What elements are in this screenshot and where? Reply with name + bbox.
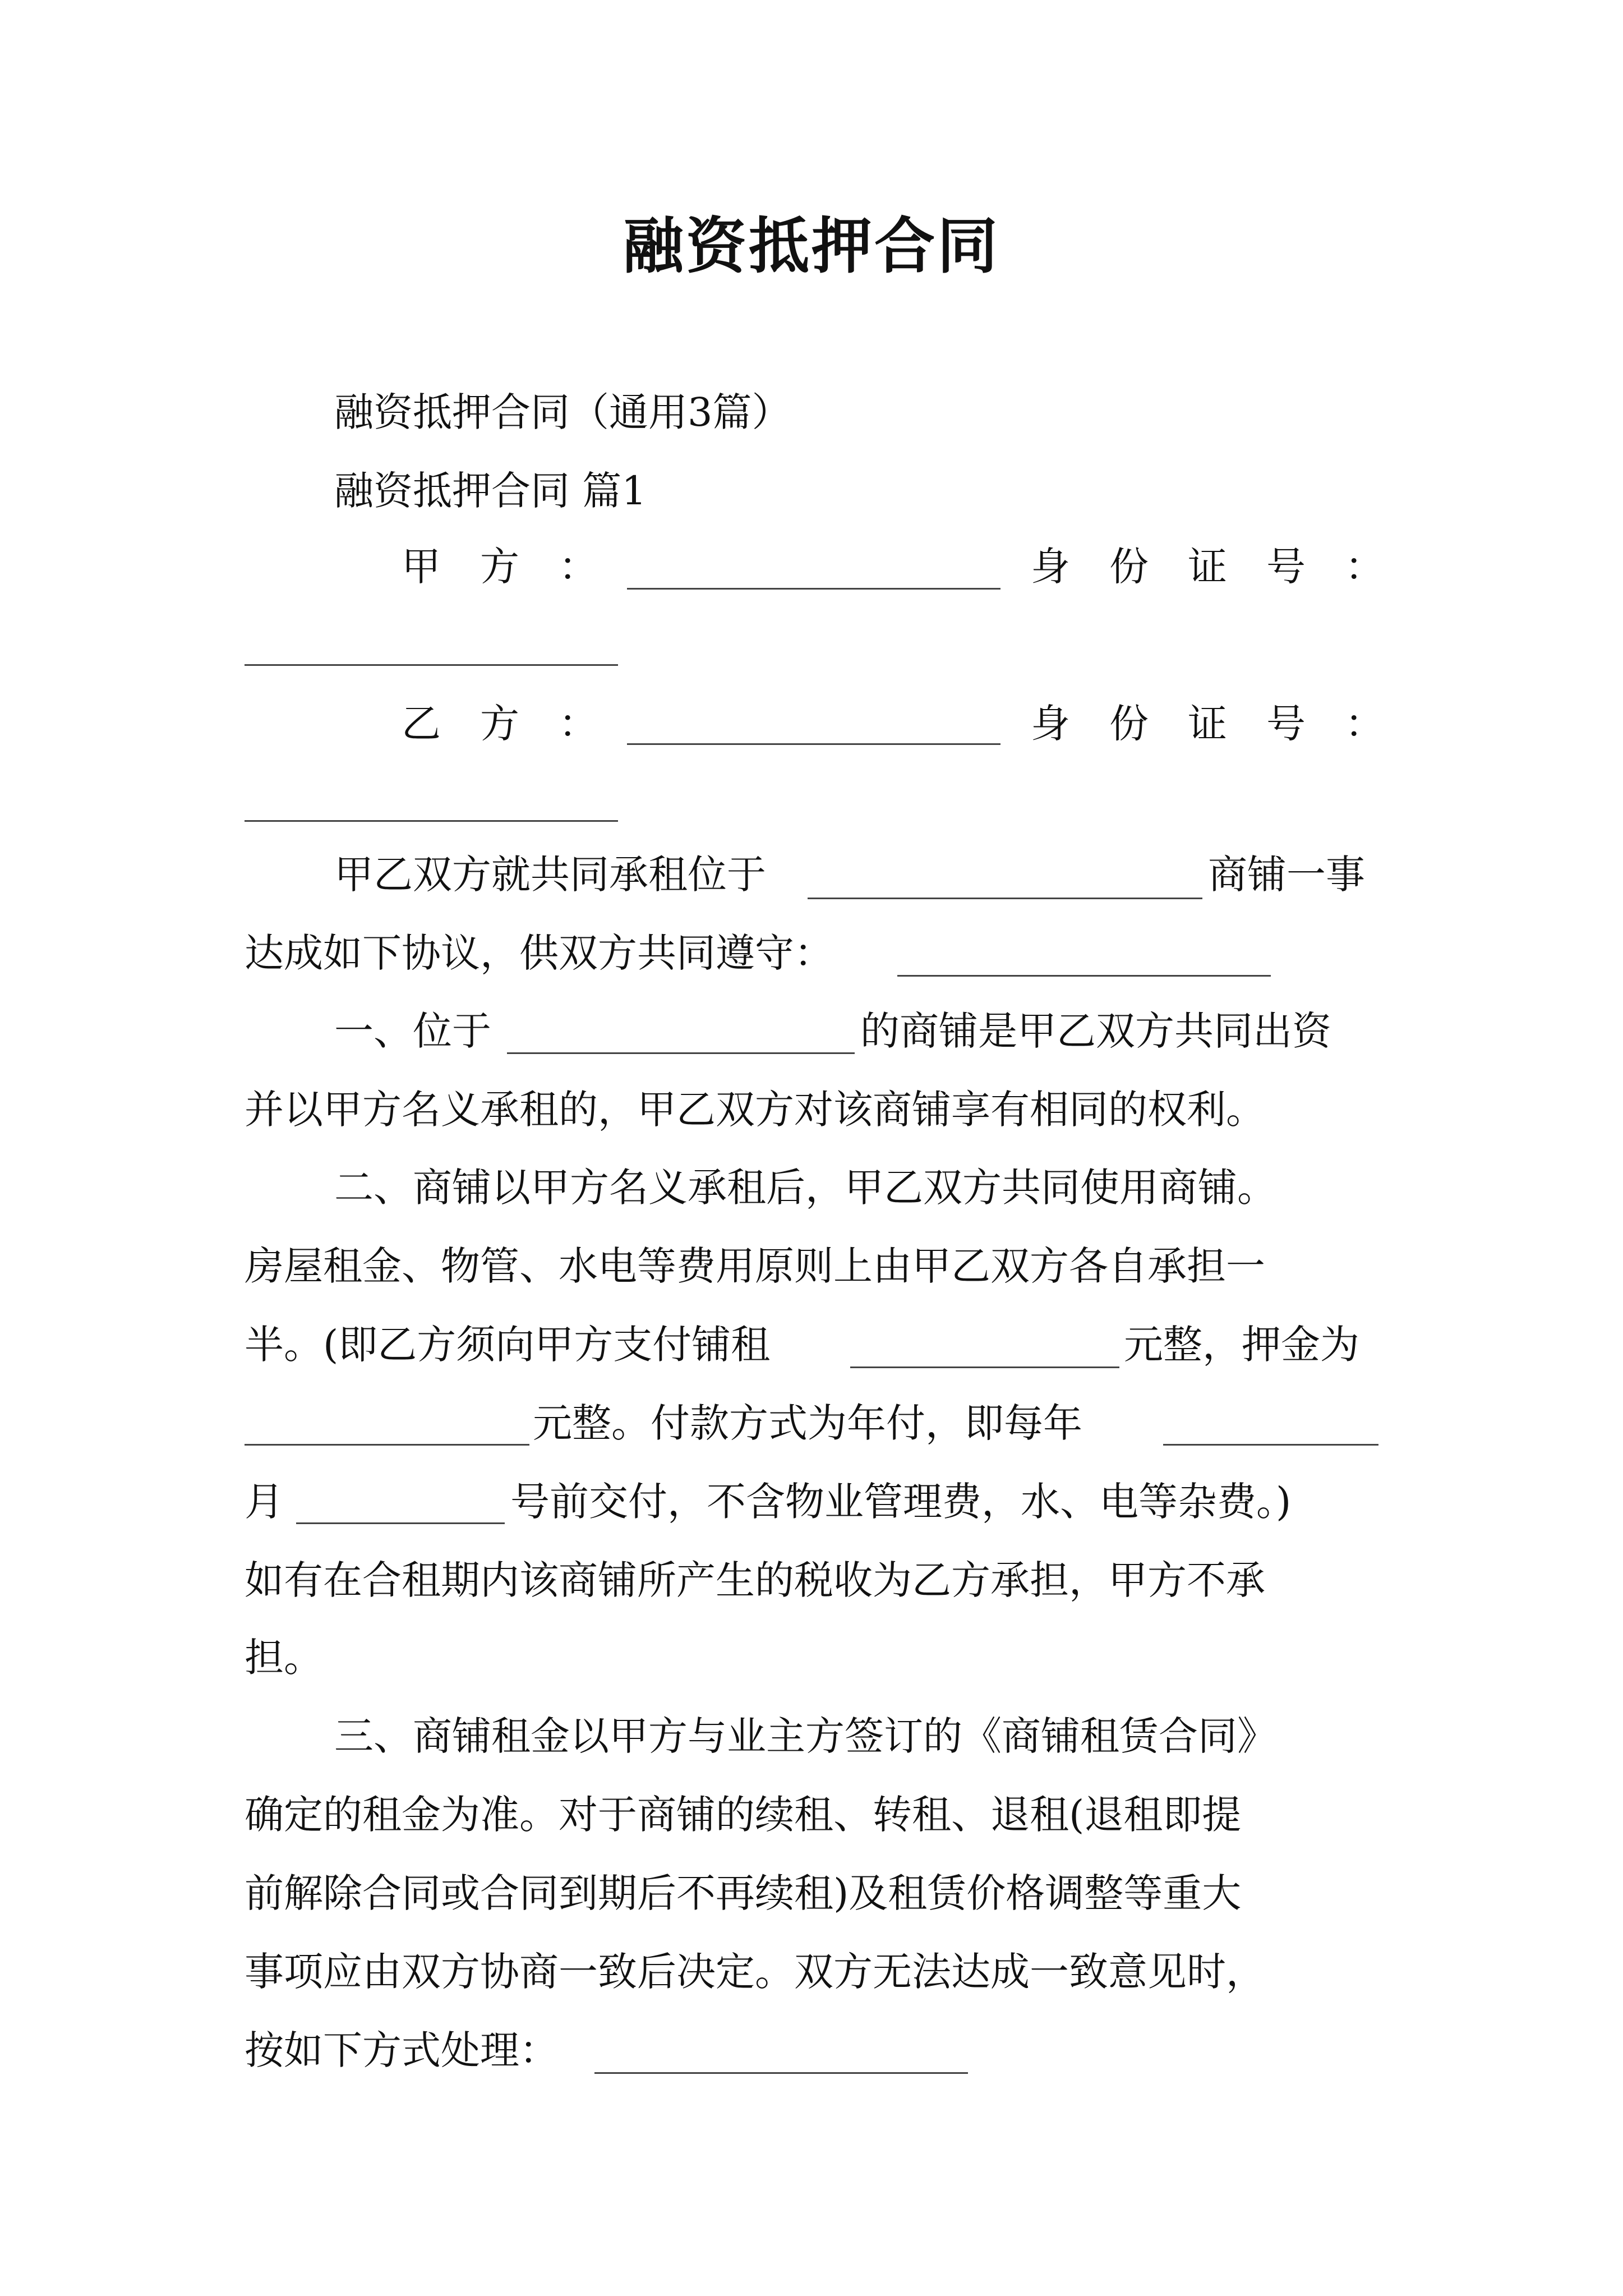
p3-rent-blank[interactable] — [850, 1366, 1119, 1368]
p3-line2: 房屋租金、物管、水电等费用原则上由甲乙双方各自承担一 — [245, 1243, 1265, 1289]
party-b-label: 乙 方 ： — [402, 701, 598, 747]
p2-location-blank[interactable] — [507, 1052, 855, 1054]
p3-line3-b: 元整，押金为 — [1124, 1322, 1359, 1368]
p3-line6: 如有在合租期内该商铺所产生的税收为乙方承担，甲方不承 — [245, 1557, 1265, 1603]
p3-line4-a: 元整。付款方式为年付，即每年 — [533, 1400, 1082, 1446]
p2-line2: 并以甲方名义承租的，甲乙双方对该商铺享有相同的权利。 — [245, 1087, 1265, 1133]
p3-line1: 二、商铺以甲方名义承租后，甲乙双方共同使用商铺。 — [334, 1165, 1276, 1211]
p3-line7: 担。 — [245, 1635, 323, 1681]
p1-line2: 达成如下协议，供双方共同遵守： — [245, 930, 833, 976]
party-a-name-blank[interactable] — [627, 588, 1000, 590]
party-b-id-blank[interactable] — [245, 820, 618, 822]
p3-line3-a: 半。(即乙方须向甲方支付铺租 — [245, 1322, 771, 1368]
p4-line5: 按如下方式处理： — [245, 2027, 559, 2073]
p1-agreement-blank[interactable] — [897, 975, 1271, 977]
party-b-id-label: 身 份 证 号 ： — [1031, 701, 1384, 747]
p3-month-blank[interactable] — [296, 1522, 505, 1524]
party-a-label: 甲 方 ： — [402, 544, 598, 590]
party-a-id-label: 身 份 证 号 ： — [1031, 544, 1384, 590]
party-b-name-blank[interactable] — [627, 743, 1000, 745]
p1-line1-a: 甲乙双方就共同承租位于 — [334, 852, 766, 898]
p3-year-blank[interactable] — [1163, 1444, 1378, 1446]
p2-line1-a: 一、位于 — [334, 1008, 491, 1054]
p4-method-blank[interactable] — [594, 2072, 968, 2074]
p2-line1-b: 的商铺是甲乙双方共同出资 — [860, 1008, 1331, 1054]
p3-line5-b: 号前交付，不含物业管理费，水、电等杂费。) — [510, 1479, 1292, 1525]
p3-line5-a: 月 — [245, 1479, 284, 1525]
p4-line1: 三、商铺租金以甲方与业主方签订的《商铺租赁合同》 — [334, 1713, 1276, 1759]
p1-line1-b: 商铺一事 — [1208, 852, 1365, 898]
subtitle: 融资抵押合同（通用3篇） — [334, 389, 791, 435]
p1-location-blank[interactable] — [808, 898, 1202, 899]
p4-line3: 前解除合同或合同到期后不再续租)及租赁价格调整等重大 — [245, 1870, 1242, 1916]
party-a-id-blank[interactable] — [245, 664, 618, 666]
p4-line4: 事项应由双方协商一致后决定。双方无法达成一致意见时， — [245, 1949, 1265, 1995]
document-title: 融资抵押合同 — [623, 211, 1000, 282]
p4-line2: 确定的租金为准。对于商铺的续租、转租、退租(退租即提 — [245, 1792, 1242, 1838]
section-heading: 融资抵押合同 篇1 — [334, 468, 647, 514]
p3-deposit-blank[interactable] — [245, 1444, 529, 1446]
